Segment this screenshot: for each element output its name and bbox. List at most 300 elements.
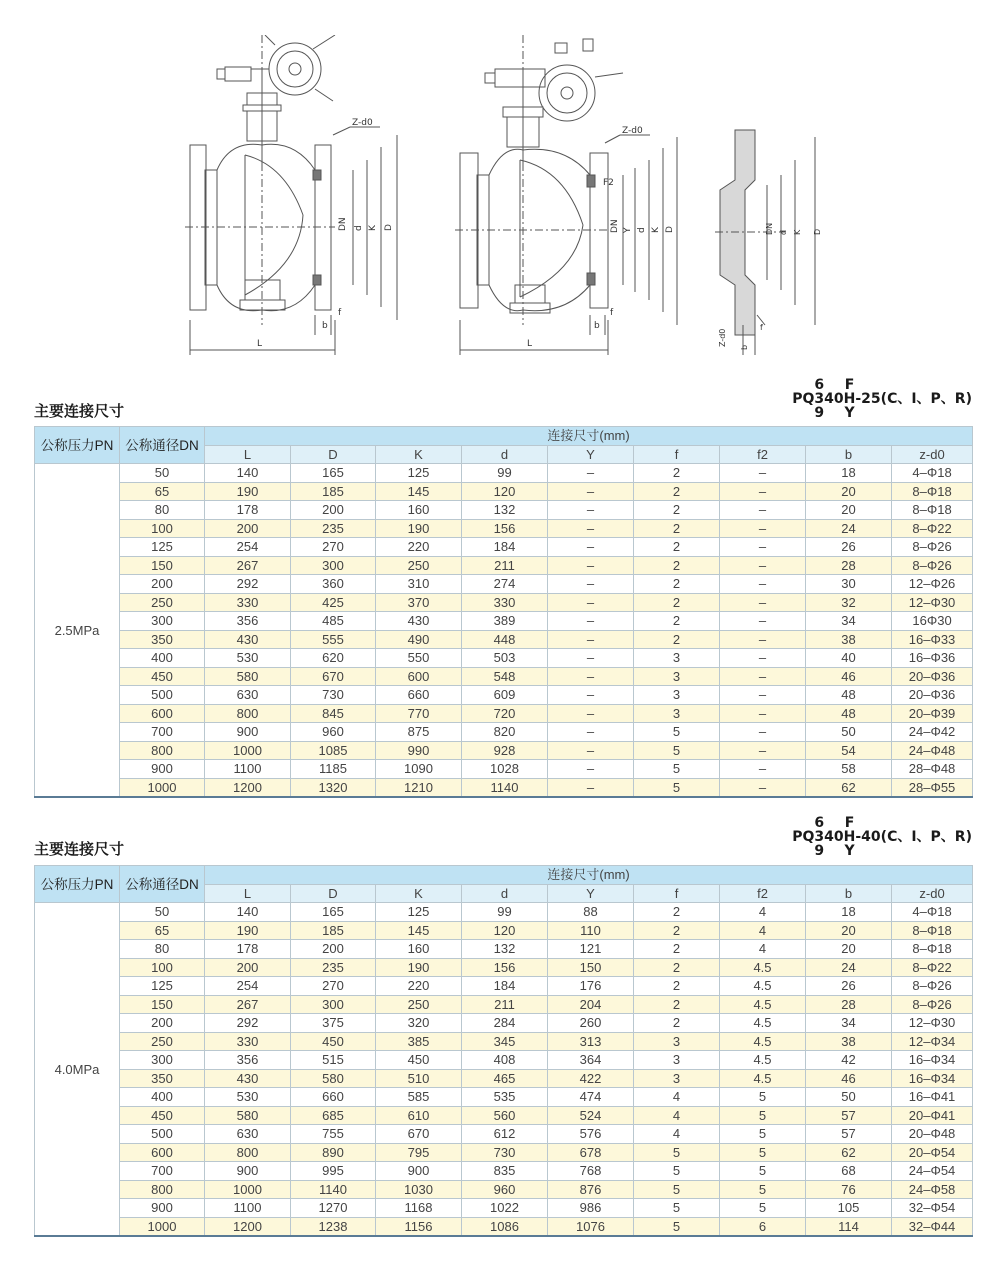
label-f: f — [760, 323, 763, 332]
table-cell: 6 — [720, 1217, 806, 1236]
model-mid: 40 — [824, 829, 844, 845]
table-cell: 16–Φ36 — [892, 649, 973, 668]
label-f: f — [610, 308, 614, 318]
table-cell: 389 — [462, 612, 548, 631]
table-cell: 430 — [376, 612, 462, 631]
table-cell: 960 — [291, 723, 376, 742]
table-cell: 3 — [634, 704, 720, 723]
model-digit: 9 — [814, 843, 825, 859]
column-header: d — [462, 445, 548, 464]
table-cell: – — [720, 649, 806, 668]
table-cell: 730 — [291, 686, 376, 705]
table-cell: 2 — [634, 1014, 720, 1033]
table-cell: 120 — [462, 482, 548, 501]
table-cell: 190 — [376, 958, 462, 977]
table-cell: 580 — [205, 667, 291, 686]
model-stack-2 — [844, 378, 856, 420]
column-header: Y — [548, 884, 634, 903]
model-suffix: -25(C、I、P、R) — [855, 391, 972, 407]
table-cell: 165 — [291, 903, 376, 922]
table-cell: 8–Φ18 — [892, 501, 973, 520]
table-cell: 8–Φ18 — [892, 482, 973, 501]
table-cell: 4–Φ18 — [892, 464, 973, 483]
header-dn: 公称通径DN — [120, 866, 205, 903]
table-cell: 755 — [291, 1125, 376, 1144]
label-k: K — [368, 225, 378, 231]
table-cell: 8–Φ26 — [892, 556, 973, 575]
column-header: D — [291, 884, 376, 903]
table-cell: – — [720, 760, 806, 779]
table-cell: 190 — [376, 519, 462, 538]
table-cell: 660 — [291, 1088, 376, 1107]
table-cell: 178 — [205, 501, 291, 520]
table-cell: 5 — [634, 760, 720, 779]
table-cell: 1238 — [291, 1217, 376, 1236]
label-f: f — [338, 308, 342, 318]
dn-cell: 800 — [120, 1180, 205, 1199]
table-cell: 12–Φ30 — [892, 593, 973, 612]
column-header: K — [376, 884, 462, 903]
table-cell: 5 — [720, 1106, 806, 1125]
table-cell: 150 — [548, 958, 634, 977]
table-cell: 16–Φ34 — [892, 1051, 973, 1070]
table-cell: 12–Φ30 — [892, 1014, 973, 1033]
table-cell: 132 — [462, 501, 548, 520]
table-cell: – — [720, 538, 806, 557]
model-letter: F — [844, 815, 855, 831]
table-cell: 176 — [548, 977, 634, 996]
table-cell: 995 — [291, 1162, 376, 1181]
header-group: 连接尺寸(mm) — [205, 866, 973, 885]
column-header: Y — [548, 445, 634, 464]
table-cell: 26 — [806, 538, 892, 557]
table-cell: 1168 — [376, 1199, 462, 1218]
table-cell: 600 — [376, 667, 462, 686]
table-cell: 1200 — [205, 778, 291, 797]
table-cell: 16–Φ33 — [892, 630, 973, 649]
label-d: d — [779, 229, 788, 235]
label-d-outer: D — [665, 226, 675, 233]
table-cell: 20 — [806, 482, 892, 501]
table-cell: 5 — [634, 1217, 720, 1236]
dn-cell: 100 — [120, 958, 205, 977]
table-cell: 503 — [462, 649, 548, 668]
table-cell: 54 — [806, 741, 892, 760]
table-cell: 34 — [806, 1014, 892, 1033]
table-cell: 1000 — [205, 741, 291, 760]
dn-cell: 600 — [120, 704, 205, 723]
table-cell: 490 — [376, 630, 462, 649]
table-cell: 555 — [291, 630, 376, 649]
table-cell: 356 — [205, 612, 291, 631]
table-cell: 4 — [634, 1088, 720, 1107]
table-cell: 730 — [462, 1143, 548, 1162]
table-cell: 612 — [462, 1125, 548, 1144]
table-cell: 385 — [376, 1032, 462, 1051]
table-cell: – — [720, 464, 806, 483]
label-dn: DN — [765, 222, 774, 235]
table-cell: 900 — [205, 1162, 291, 1181]
table-cell: – — [720, 667, 806, 686]
table-cell: 2 — [634, 612, 720, 631]
header-pn: 公称压力PN — [35, 427, 120, 464]
table-row — [35, 1217, 973, 1236]
table-cell: 425 — [291, 593, 376, 612]
table-cell: 18 — [806, 464, 892, 483]
table-row — [35, 1199, 973, 1218]
table-row — [35, 903, 973, 922]
table-cell: 211 — [462, 995, 548, 1014]
table-cell: 1022 — [462, 1199, 548, 1218]
dn-cell: 150 — [120, 556, 205, 575]
table-cell: – — [548, 575, 634, 594]
table-cell: 1100 — [205, 1199, 291, 1218]
table-cell: 8–Φ22 — [892, 519, 973, 538]
label-f2: F2 — [603, 178, 614, 188]
table-row — [35, 1051, 973, 1070]
table-cell: – — [548, 778, 634, 797]
table-cell: 5 — [634, 1180, 720, 1199]
table-cell: – — [548, 686, 634, 705]
table-cell: 5 — [634, 1143, 720, 1162]
table-row — [35, 482, 973, 501]
table-cell: – — [720, 612, 806, 631]
table-cell: 24–Φ54 — [892, 1162, 973, 1181]
label-d-outer: D — [813, 228, 822, 235]
model-letter: F — [844, 377, 855, 393]
table-cell: 160 — [376, 940, 462, 959]
dn-cell: 65 — [120, 921, 205, 940]
table-row — [35, 519, 973, 538]
table-cell: 1100 — [205, 760, 291, 779]
table-cell: 356 — [205, 1051, 291, 1070]
table-cell: 4 — [720, 921, 806, 940]
table-cell: 560 — [462, 1106, 548, 1125]
table-cell: 1028 — [462, 760, 548, 779]
table-row — [35, 995, 973, 1014]
table-cell: 5 — [634, 1199, 720, 1218]
table-cell: 2 — [634, 482, 720, 501]
model-suffix: -40(C、I、P、R) — [855, 829, 972, 845]
dn-cell: 500 — [120, 686, 205, 705]
label-b: b — [740, 344, 749, 350]
table-cell: 12–Φ26 — [892, 575, 973, 594]
table-cell: 254 — [205, 538, 291, 557]
dn-cell: 350 — [120, 630, 205, 649]
table-cell: 267 — [205, 995, 291, 1014]
table-cell: 3 — [634, 1069, 720, 1088]
table-cell: – — [720, 575, 806, 594]
dn-cell: 300 — [120, 612, 205, 631]
table-cell: 1140 — [291, 1180, 376, 1199]
table-cell: 46 — [806, 1069, 892, 1088]
table-cell: 145 — [376, 921, 462, 940]
table-cell: 448 — [462, 630, 548, 649]
model-prefix: PQ — [792, 829, 815, 845]
label-b: b — [594, 321, 600, 331]
table-cell: 88 — [548, 903, 634, 922]
table-row — [35, 1032, 973, 1051]
table-cell: 900 — [376, 1162, 462, 1181]
table-cell: 580 — [205, 1106, 291, 1125]
table-cell: 24–Φ48 — [892, 741, 973, 760]
table-cell: 250 — [376, 995, 462, 1014]
table-cell: 4.5 — [720, 995, 806, 1014]
model-prefix: PQ — [792, 391, 815, 407]
table-cell: 20 — [806, 940, 892, 959]
table-cell: 4–Φ18 — [892, 903, 973, 922]
table-cell: 260 — [548, 1014, 634, 1033]
table-cell: 110 — [548, 921, 634, 940]
table-cell: 24–Φ42 — [892, 723, 973, 742]
table-cell: 8–Φ26 — [892, 977, 973, 996]
label-dn: DN — [338, 217, 348, 231]
table-cell: 68 — [806, 1162, 892, 1181]
table-row — [35, 1069, 973, 1088]
dn-cell: 400 — [120, 649, 205, 668]
table-cell: 364 — [548, 1051, 634, 1070]
table-cell: 875 — [376, 723, 462, 742]
table-cell: 8–Φ26 — [892, 538, 973, 557]
table-cell: 510 — [376, 1069, 462, 1088]
table-cell: 800 — [205, 704, 291, 723]
column-header: K — [376, 445, 462, 464]
table-cell: 185 — [291, 482, 376, 501]
table-cell: 38 — [806, 1032, 892, 1051]
table-cell: 2 — [634, 940, 720, 959]
table-cell: 200 — [205, 519, 291, 538]
table-cell: 2 — [634, 630, 720, 649]
table-cell: 548 — [462, 667, 548, 686]
model-mid: 40 — [824, 391, 844, 407]
table-cell: 24 — [806, 519, 892, 538]
table-cell: 313 — [548, 1032, 634, 1051]
table-cell: 3 — [634, 1032, 720, 1051]
table-cell: 375 — [291, 1014, 376, 1033]
table-cell: 8–Φ22 — [892, 958, 973, 977]
table-cell: 57 — [806, 1125, 892, 1144]
label-z-d0: Z-d0 — [718, 328, 727, 347]
table-cell: 42 — [806, 1051, 892, 1070]
table-cell: 800 — [205, 1143, 291, 1162]
column-header: z-d0 — [892, 445, 973, 464]
table-cell: 5 — [634, 1162, 720, 1181]
table-cell: 160 — [376, 501, 462, 520]
dn-cell: 1000 — [120, 778, 205, 797]
table-cell: 2 — [634, 538, 720, 557]
table-cell: 62 — [806, 778, 892, 797]
model-letter: Y — [844, 843, 855, 859]
table-cell: 200 — [291, 501, 376, 520]
table-row — [35, 958, 973, 977]
header-dn: 公称通径DN — [120, 427, 205, 464]
table-row — [35, 667, 973, 686]
table-cell: 145 — [376, 482, 462, 501]
table-cell: 530 — [205, 649, 291, 668]
label-y: Y — [623, 227, 633, 233]
table-cell: 20 — [806, 921, 892, 940]
dn-cell: 250 — [120, 593, 205, 612]
table-row — [35, 501, 973, 520]
table-cell: 990 — [376, 741, 462, 760]
table-cell: – — [720, 501, 806, 520]
table-cell: 2 — [634, 921, 720, 940]
table-cell: 28 — [806, 995, 892, 1014]
table-cell: 274 — [462, 575, 548, 594]
table-cell: 284 — [462, 1014, 548, 1033]
table-cell: 18 — [806, 903, 892, 922]
table-cell: 370 — [376, 593, 462, 612]
table-row — [35, 723, 973, 742]
model-code-40 — [792, 816, 972, 858]
dn-cell: 400 — [120, 1088, 205, 1107]
model-letter: H — [843, 391, 856, 407]
table-cell: 76 — [806, 1180, 892, 1199]
table-cell: 156 — [462, 958, 548, 977]
table-cell: 422 — [548, 1069, 634, 1088]
table-row — [35, 630, 973, 649]
table-cell: 132 — [462, 940, 548, 959]
table-cell: 20–Φ36 — [892, 686, 973, 705]
model-digit: 3 — [814, 829, 825, 845]
label-z-d0: Z-d0 — [622, 126, 643, 136]
table-row — [35, 538, 973, 557]
table-cell: 795 — [376, 1143, 462, 1162]
table-cell: 610 — [376, 1106, 462, 1125]
dn-cell: 250 — [120, 1032, 205, 1051]
dn-cell: 900 — [120, 1199, 205, 1218]
table-cell: 3 — [634, 1051, 720, 1070]
table-cell: 185 — [291, 921, 376, 940]
technical-drawings — [0, 0, 1000, 370]
table-row — [35, 741, 973, 760]
table-cell: 430 — [205, 630, 291, 649]
table-cell: 1200 — [205, 1217, 291, 1236]
table-cell: 121 — [548, 940, 634, 959]
table-cell: 270 — [291, 977, 376, 996]
table-cell: 220 — [376, 538, 462, 557]
table-cell: 292 — [205, 575, 291, 594]
dn-cell: 700 — [120, 723, 205, 742]
dn-cell: 450 — [120, 1106, 205, 1125]
pressure-cell: 4.0MPa — [35, 903, 120, 1237]
table-cell: 178 — [205, 940, 291, 959]
table-cell: 235 — [291, 519, 376, 538]
table-cell: 5 — [720, 1162, 806, 1181]
model-letter: H — [843, 829, 856, 845]
table-cell: 4.5 — [720, 1069, 806, 1088]
table-cell: 200 — [205, 958, 291, 977]
dn-cell: 125 — [120, 538, 205, 557]
valve-drawing-raised-face — [185, 35, 415, 355]
model-digit: 3 — [814, 391, 825, 407]
dn-cell: 300 — [120, 1051, 205, 1070]
label-l: L — [527, 339, 533, 349]
table-row — [35, 977, 973, 996]
dn-cell: 350 — [120, 1069, 205, 1088]
table-cell: – — [720, 630, 806, 649]
table-cell: 4.5 — [720, 958, 806, 977]
label-l: L — [257, 339, 263, 349]
table-cell: 576 — [548, 1125, 634, 1144]
column-header: L — [205, 884, 291, 903]
table-cell: 5 — [720, 1180, 806, 1199]
table-cell: 3 — [634, 686, 720, 705]
column-header: L — [205, 445, 291, 464]
table-cell: 330 — [205, 593, 291, 612]
table-cell: 1076 — [548, 1217, 634, 1236]
table-cell: – — [720, 704, 806, 723]
model-code-25 — [792, 378, 972, 420]
table-row — [35, 1162, 973, 1181]
table-cell: 48 — [806, 686, 892, 705]
table-cell: 768 — [548, 1162, 634, 1181]
table-cell: – — [720, 778, 806, 797]
table-cell: 190 — [205, 482, 291, 501]
table-row — [35, 704, 973, 723]
table-cell: 235 — [291, 958, 376, 977]
column-header: D — [291, 445, 376, 464]
table-cell: 1185 — [291, 760, 376, 779]
table-cell: – — [720, 593, 806, 612]
table-cell: 4 — [720, 903, 806, 922]
table-cell: 450 — [291, 1032, 376, 1051]
table-cell: 960 — [462, 1180, 548, 1199]
table-cell: – — [720, 482, 806, 501]
table-row — [35, 464, 973, 483]
table-row — [35, 1143, 973, 1162]
table-cell: 50 — [806, 1088, 892, 1107]
table-cell: 670 — [291, 667, 376, 686]
table-cell: – — [548, 482, 634, 501]
table-cell: 5 — [634, 741, 720, 760]
table-cell: 5 — [634, 723, 720, 742]
table-cell: 835 — [462, 1162, 548, 1181]
table-cell: 12–Φ34 — [892, 1032, 973, 1051]
dn-cell: 125 — [120, 977, 205, 996]
table-cell: – — [548, 538, 634, 557]
table-cell: 32 — [806, 593, 892, 612]
table-cell: 3 — [634, 649, 720, 668]
dn-cell: 700 — [120, 1162, 205, 1181]
table-cell: – — [548, 741, 634, 760]
dn-cell: 50 — [120, 464, 205, 483]
column-header: b — [806, 445, 892, 464]
table-cell: 2 — [634, 977, 720, 996]
column-header: f — [634, 445, 720, 464]
model-letter: Y — [844, 405, 855, 421]
table-cell: 5 — [634, 778, 720, 797]
table-cell: 465 — [462, 1069, 548, 1088]
flange-section-drawing — [715, 125, 835, 355]
table-row — [35, 686, 973, 705]
table-cell: 630 — [205, 686, 291, 705]
dn-cell: 900 — [120, 760, 205, 779]
table-cell: 320 — [376, 1014, 462, 1033]
header-pn: 公称压力PN — [35, 866, 120, 903]
pressure-cell: 2.5MPa — [35, 464, 120, 798]
model-stack-1 — [814, 378, 824, 420]
table-row — [35, 940, 973, 959]
table-cell: 450 — [376, 1051, 462, 1070]
model-digit: 9 — [814, 405, 825, 421]
dn-cell: 800 — [120, 741, 205, 760]
dn-cell: 80 — [120, 940, 205, 959]
dimension-table-25 — [34, 426, 973, 798]
header-group: 连接尺寸(mm) — [205, 427, 973, 446]
table-cell: 105 — [806, 1199, 892, 1218]
table-cell: 1030 — [376, 1180, 462, 1199]
